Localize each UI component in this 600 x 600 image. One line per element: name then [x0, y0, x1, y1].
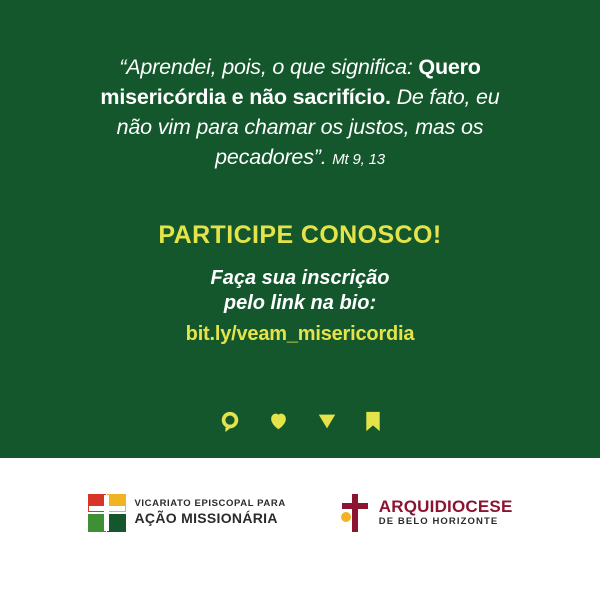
heart-icon[interactable] [267, 410, 290, 433]
arquidiocese-cross-icon [340, 494, 370, 532]
cta-subline-2: pelo link na bio: [223, 292, 377, 314]
verse-reference: Mt 9, 13 [332, 151, 385, 168]
send-icon[interactable] [316, 410, 338, 433]
verse-line-2: Quero misericórdia e não [100, 55, 481, 109]
arquidiocese-logo [340, 494, 513, 532]
verse-line-3-rest: De fato, eu não vim [116, 85, 500, 139]
scripture-verse [100, 52, 500, 175]
vicariato-logo [88, 494, 286, 532]
cta-subtext [211, 266, 390, 316]
cta-headline: PARTICIPE CONOSCO! [158, 221, 442, 249]
verse-line-1: “Aprendei, pois, o que significa: [119, 55, 413, 79]
footer-logos [0, 458, 600, 600]
arquidiocese-line-1: ARQUIDIOCESE [378, 497, 513, 517]
arquidiocese-line-2: DE BELO HORIZONTE [378, 516, 499, 528]
vicariato-cross-icon [88, 494, 126, 532]
vicariato-text [135, 499, 286, 526]
cta-link[interactable]: bit.ly/veam_misericordia [185, 323, 415, 345]
social-icon-row [0, 410, 600, 433]
arquidiocese-text [379, 498, 513, 527]
bookmark-icon[interactable] [364, 410, 382, 433]
vicariato-line-2: AÇÃO MISSIONÁRIA [134, 510, 278, 527]
verse-line-5: pecadores”. [215, 145, 327, 169]
vicariato-line-1: VICARIATO EPISCOPAL PARA [134, 498, 286, 510]
comment-icon[interactable] [219, 410, 241, 433]
cta-subline-1: Faça sua inscrição [210, 267, 390, 289]
verse-line-3-bold: sacrifício. [292, 85, 391, 109]
verse-line-4: para chamar os justos, mas os [196, 115, 484, 139]
